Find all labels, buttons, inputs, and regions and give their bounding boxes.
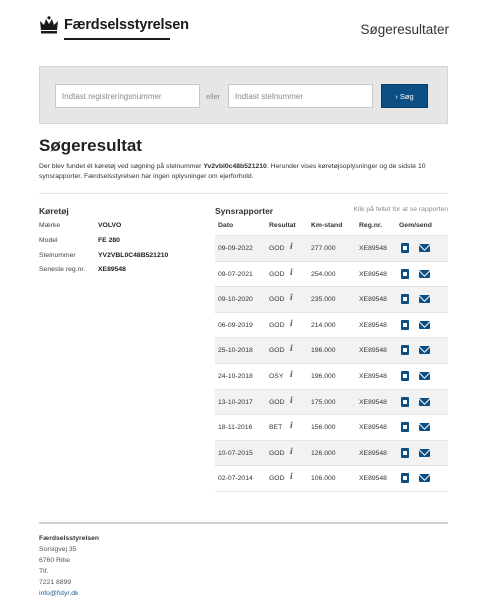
report-reg: XE89548 xyxy=(359,449,387,457)
save-document-icon[interactable] xyxy=(401,448,409,458)
save-document-icon[interactable] xyxy=(401,422,409,432)
search-button[interactable]: › Søg xyxy=(381,84,428,108)
report-row[interactable] xyxy=(215,363,448,389)
site-footer xyxy=(39,533,99,599)
save-document-icon[interactable] xyxy=(401,320,409,330)
report-km: 254.000 xyxy=(311,270,336,278)
report-reg: XE89548 xyxy=(359,398,387,406)
org-name: Færdselsstyrelsen xyxy=(64,17,189,33)
info-icon[interactable]: i xyxy=(290,395,293,406)
footer-phone-label: Tlf. xyxy=(39,568,49,575)
report-result: GOD xyxy=(269,475,285,483)
site-header xyxy=(0,0,477,52)
mail-icon xyxy=(419,372,430,380)
report-date: 09-09-2022 xyxy=(218,245,253,252)
mail-icon xyxy=(419,321,430,329)
document-icon xyxy=(401,243,409,253)
info-icon[interactable]: i xyxy=(290,293,293,304)
report-date: 25-10-2018 xyxy=(218,347,253,355)
mail-icon xyxy=(419,270,430,278)
send-mail-icon[interactable] xyxy=(419,244,430,252)
footer-email-link[interactable]: info@fstyr.dk xyxy=(39,590,79,597)
or-label: eller xyxy=(206,92,221,101)
send-mail-icon[interactable] xyxy=(419,423,430,431)
report-reg: XE89548 xyxy=(359,270,387,278)
report-row[interactable] xyxy=(215,389,448,415)
table-bottom-border xyxy=(215,491,448,492)
send-mail-icon[interactable] xyxy=(419,449,430,457)
document-icon xyxy=(401,473,409,483)
save-document-icon[interactable] xyxy=(401,243,409,253)
report-result: GOD xyxy=(269,321,285,329)
vehicle-value: VOLVO xyxy=(98,222,122,229)
report-km: 106.000 xyxy=(311,475,336,483)
reports-hint: Klik på feltet for at se rapporten xyxy=(353,206,448,213)
send-mail-icon[interactable] xyxy=(419,346,430,354)
report-result: GOD xyxy=(269,245,285,252)
reports-section-title: Synsrapporter xyxy=(215,206,274,216)
info-icon[interactable]: i xyxy=(290,421,293,432)
report-reg: XE89548 xyxy=(359,372,387,380)
page-header-title: Søgeresultater xyxy=(360,22,449,37)
document-icon xyxy=(401,371,409,381)
report-result: GOD xyxy=(269,296,285,304)
document-icon xyxy=(401,397,409,407)
document-icon xyxy=(401,320,409,330)
report-date: 06-09-2019 xyxy=(218,321,253,329)
report-date: 13-10-2017 xyxy=(218,398,253,406)
save-document-icon[interactable] xyxy=(401,269,409,279)
report-date: 10-07-2015 xyxy=(218,449,253,457)
document-icon xyxy=(401,422,409,432)
save-document-icon[interactable] xyxy=(401,294,409,304)
document-icon xyxy=(401,269,409,279)
crown-icon xyxy=(39,16,59,34)
footer-divider xyxy=(39,522,448,524)
save-document-icon[interactable] xyxy=(401,371,409,381)
report-row[interactable] xyxy=(215,312,448,338)
report-km: 156.000 xyxy=(311,424,336,432)
report-row[interactable] xyxy=(215,440,448,466)
vehicle-value: FE 280 xyxy=(98,237,120,244)
vehicle-label: Stelnummer xyxy=(39,252,76,259)
document-icon xyxy=(401,345,409,355)
report-km: 277.000 xyxy=(311,245,336,252)
report-km: 126.000 xyxy=(311,449,336,457)
vehicle-label: Mærke xyxy=(39,222,61,229)
mail-icon xyxy=(419,244,430,252)
section-divider xyxy=(39,193,448,194)
report-result: BET xyxy=(269,424,283,432)
mail-icon xyxy=(419,295,430,303)
search-panel xyxy=(39,66,448,124)
info-icon[interactable]: i xyxy=(290,446,293,457)
report-date: 24-10-2018 xyxy=(218,372,253,380)
send-mail-icon[interactable] xyxy=(419,398,430,406)
report-reg: XE89548 xyxy=(359,475,387,483)
report-km: 196.000 xyxy=(311,372,336,380)
desc-vin: Yv2vbl0c48b521210 xyxy=(203,163,267,170)
vin-input[interactable] xyxy=(228,84,373,108)
header-date: Dato xyxy=(218,222,234,229)
send-mail-icon[interactable] xyxy=(419,321,430,329)
report-reg: XE89548 xyxy=(359,245,387,252)
result-description xyxy=(39,162,439,182)
vehicle-label: Seneste reg.nr. xyxy=(39,266,86,273)
report-date: 09-07-2021 xyxy=(218,270,253,278)
info-icon[interactable]: i xyxy=(290,344,293,355)
mail-icon xyxy=(419,474,430,482)
report-km: 175.000 xyxy=(311,398,336,406)
report-row[interactable] xyxy=(215,235,448,261)
report-date: 09-10-2020 xyxy=(218,296,253,304)
report-reg: XE89548 xyxy=(359,424,387,432)
desc-text-2: . Herunder vises køretøjsoplysninger og de sidste 10 synsrapporter. Færdselsstyrelsen har ingen oplysninger om ejerforhold. xyxy=(39,163,426,180)
send-mail-icon[interactable] xyxy=(419,270,430,278)
report-km: 196.000 xyxy=(311,347,336,355)
mail-icon xyxy=(419,449,430,457)
mail-icon xyxy=(419,423,430,431)
report-row[interactable] xyxy=(215,414,448,440)
send-mail-icon[interactable] xyxy=(419,474,430,482)
info-icon[interactable]: i xyxy=(290,318,293,329)
send-mail-icon[interactable] xyxy=(419,295,430,303)
document-icon xyxy=(401,448,409,458)
report-date: 02-07-2014 xyxy=(218,475,253,483)
mail-icon xyxy=(419,346,430,354)
reports-table-header xyxy=(215,219,448,234)
vehicle-label: Model xyxy=(39,237,58,244)
report-result: OSY xyxy=(269,372,284,380)
header-result: Resultat xyxy=(269,222,296,229)
site-logo[interactable] xyxy=(39,16,189,34)
send-mail-icon[interactable] xyxy=(419,372,430,380)
footer-phone: 7221 8899 xyxy=(39,579,72,586)
header-save-send: Gem/send xyxy=(399,222,432,229)
report-result: GOD xyxy=(269,347,285,355)
logo-underline xyxy=(64,38,170,40)
report-date: 18-11-2016 xyxy=(218,424,253,432)
reports-table-body xyxy=(215,235,448,491)
info-icon[interactable]: i xyxy=(290,242,293,252)
report-reg: XE89548 xyxy=(359,296,387,304)
registration-number-input[interactable] xyxy=(55,84,200,108)
vehicle-value: YV2VBL0C48B521210 xyxy=(98,252,169,259)
report-reg: XE89548 xyxy=(359,321,387,329)
vehicle-value: XE89548 xyxy=(98,266,126,273)
info-icon[interactable]: i xyxy=(290,369,293,380)
report-result: GOD xyxy=(269,398,285,406)
header-reg: Reg.nr. xyxy=(359,222,383,229)
desc-text-1: Der blev fundet ét køretøj ved søgning på stelnummer xyxy=(39,163,204,170)
report-reg: XE89548 xyxy=(359,347,387,355)
header-km: Km-stand xyxy=(311,222,343,229)
report-km: 214.000 xyxy=(311,321,336,329)
report-result: GOD xyxy=(269,449,285,457)
footer-org: Færdselsstyrelsen xyxy=(39,535,100,542)
result-title: Søgeresultat xyxy=(39,136,142,155)
footer-address: Sorsigvej 35 xyxy=(39,546,77,553)
save-document-icon[interactable] xyxy=(401,473,409,483)
report-row[interactable] xyxy=(215,286,448,312)
info-icon[interactable]: i xyxy=(290,472,293,483)
report-row[interactable] xyxy=(215,337,448,363)
info-icon[interactable]: i xyxy=(290,267,293,278)
save-document-icon[interactable] xyxy=(401,397,409,407)
footer-city: 6760 Ribe xyxy=(39,557,70,564)
mail-icon xyxy=(419,398,430,406)
report-row[interactable] xyxy=(215,465,448,491)
vehicle-section-title: Køretøj xyxy=(39,206,69,216)
report-result: GOD xyxy=(269,270,285,278)
report-row[interactable] xyxy=(215,261,448,287)
document-icon xyxy=(401,294,409,304)
save-document-icon[interactable] xyxy=(401,345,409,355)
report-km: 235.000 xyxy=(311,296,336,304)
